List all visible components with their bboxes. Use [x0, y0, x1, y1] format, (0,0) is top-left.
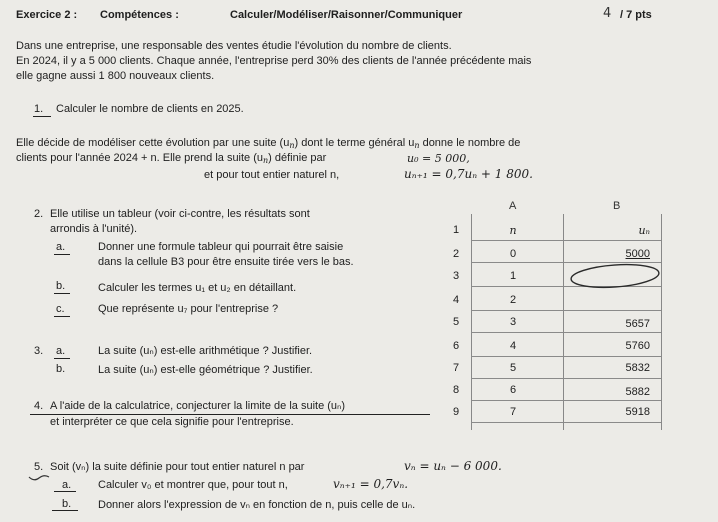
competences-label: Compétences : [100, 9, 179, 21]
q1-text: Calculer le nombre de clients en 2025. [56, 103, 244, 115]
q2a-label: a. [56, 241, 66, 253]
row-number: 8 [452, 384, 460, 396]
q5b-text: Donner alors l'expression de vₙ en fonction de n, puis celle de uₙ. [98, 499, 416, 511]
q4-line-2: et interpréter ce que cela signifie pour l'entreprise. [50, 416, 294, 428]
q4-line-1: A l'aide de la calculatrice, conjecturer la limite de la suite (uₙ) [50, 400, 346, 412]
q3b-label: b. [56, 363, 66, 375]
row-number: 5 [452, 316, 460, 328]
row-number: 4 [452, 294, 460, 306]
q5-squiggle-mark [28, 474, 50, 482]
cell-b6: 5760 [625, 340, 650, 352]
spreadsheet [445, 200, 667, 432]
row-number: 9 [452, 406, 460, 418]
q5b-label: b. [62, 498, 72, 510]
cell-a5: 3 [509, 316, 517, 328]
hand-drawn-circle [567, 262, 665, 292]
q2a-line-2: dans la cellule B3 pour être ensuite tirée vers le bas. [98, 256, 354, 268]
q5a-label: a. [62, 479, 72, 491]
cell-a1: n [509, 224, 517, 237]
q5a-text: Calculer v₀ et montrer que, pour tout n, [98, 479, 288, 491]
row-number: 6 [452, 340, 460, 352]
q3a-text: La suite (uₙ) est-elle arithmétique ? Justifier. [98, 345, 313, 357]
q3a-label: a. [56, 345, 66, 357]
cell-b8: 5882 [625, 386, 650, 398]
row-number: 7 [452, 362, 460, 374]
cell-a7: 5 [509, 362, 517, 374]
q2c-text: Que représente u₇ pour l'entreprise ? [98, 303, 279, 315]
cell-b5: 5657 [625, 318, 650, 330]
q4-underline [30, 414, 430, 415]
intro-line-2: En 2024, il y a 5 000 clients. Chaque année, l'entreprise perd 30% des clients de l'année précédente mais [16, 55, 532, 67]
score-total: / 7 pts [620, 9, 652, 21]
q2c-label: c. [56, 303, 65, 315]
q1-underline [33, 116, 51, 117]
cell-b2: 5000 [625, 248, 650, 260]
exercise-label: Exercice 2 : [16, 9, 78, 21]
intro-line-1: Dans une entreprise, une responsable des ventes étudie l'évolution du nombre de clients. [16, 40, 452, 52]
cell-a2: 0 [509, 248, 517, 260]
q2a-line-1: Donner une formule tableur qui pourrait être saisie [98, 241, 344, 253]
q4-number: 4. [34, 400, 44, 412]
model-line-3: et pour tout entier naturel n, [204, 169, 340, 181]
v-definition: vₙ = uₙ − 6 000. [404, 459, 502, 473]
q2c-underline [54, 316, 70, 317]
spreadsheet-column-b: B [613, 200, 621, 212]
q3b-text: La suite (uₙ) est-elle géométrique ? Justifier. [98, 364, 313, 376]
cell-a6: 4 [509, 340, 517, 352]
q3-number: 3. [34, 345, 44, 357]
handwritten-score: 4 [603, 6, 612, 21]
q2-number: 2. [34, 208, 44, 220]
cell-a4: 2 [509, 294, 517, 306]
intro-line-3: elle gagne aussi 1 800 nouveaux clients. [16, 70, 215, 82]
cell-b9: 5918 [625, 406, 650, 418]
recurrence-relation: uₙ₊₁ = 0,7uₙ + 1 800. [404, 167, 533, 181]
q3a-underline [54, 358, 70, 359]
cell-b1: uₙ [638, 224, 650, 237]
row-number: 1 [452, 224, 460, 236]
q2-line-1: Elle utilise un tableur (voir ci-contre, les résultats sont [50, 208, 310, 220]
v-recurrence: vₙ₊₁ = 0,7vₙ. [333, 477, 409, 491]
initial-term: u₀ = 5 000, [407, 152, 470, 165]
q5-line-1: Soit (vₙ) la suite définie pour tout entier naturel n par [50, 461, 305, 473]
cell-b7: 5832 [625, 362, 650, 374]
q2-line-2: arrondis à l'unité). [50, 223, 138, 235]
competences-list: Calculer/Modéliser/Raisonner/Communiquer [230, 9, 463, 21]
q2a-underline [54, 254, 70, 255]
model-line-1: Elle décide de modéliser cette évolution par une suite (un) dont le terme général un donne le nombre de [16, 137, 521, 150]
q5a-underline [54, 491, 76, 492]
q2b-underline [54, 293, 70, 294]
row-number: 2 [452, 248, 460, 260]
model-line-2: clients pour l'année 2024 + n. Elle prend la suite (un) définie par [16, 152, 327, 165]
q2b-text: Calculer les termes u₁ et u₂ en détaillant. [98, 282, 297, 294]
cell-a3: 1 [509, 270, 517, 282]
q2b-label: b. [56, 280, 66, 292]
cell-a8: 6 [509, 384, 517, 396]
q1-number: 1. [34, 103, 44, 115]
q5b-underline [52, 510, 78, 511]
row-number: 3 [452, 270, 460, 282]
cell-a9: 7 [509, 406, 517, 418]
spreadsheet-column-a: A [509, 200, 517, 212]
q5-number: 5. [34, 461, 44, 473]
